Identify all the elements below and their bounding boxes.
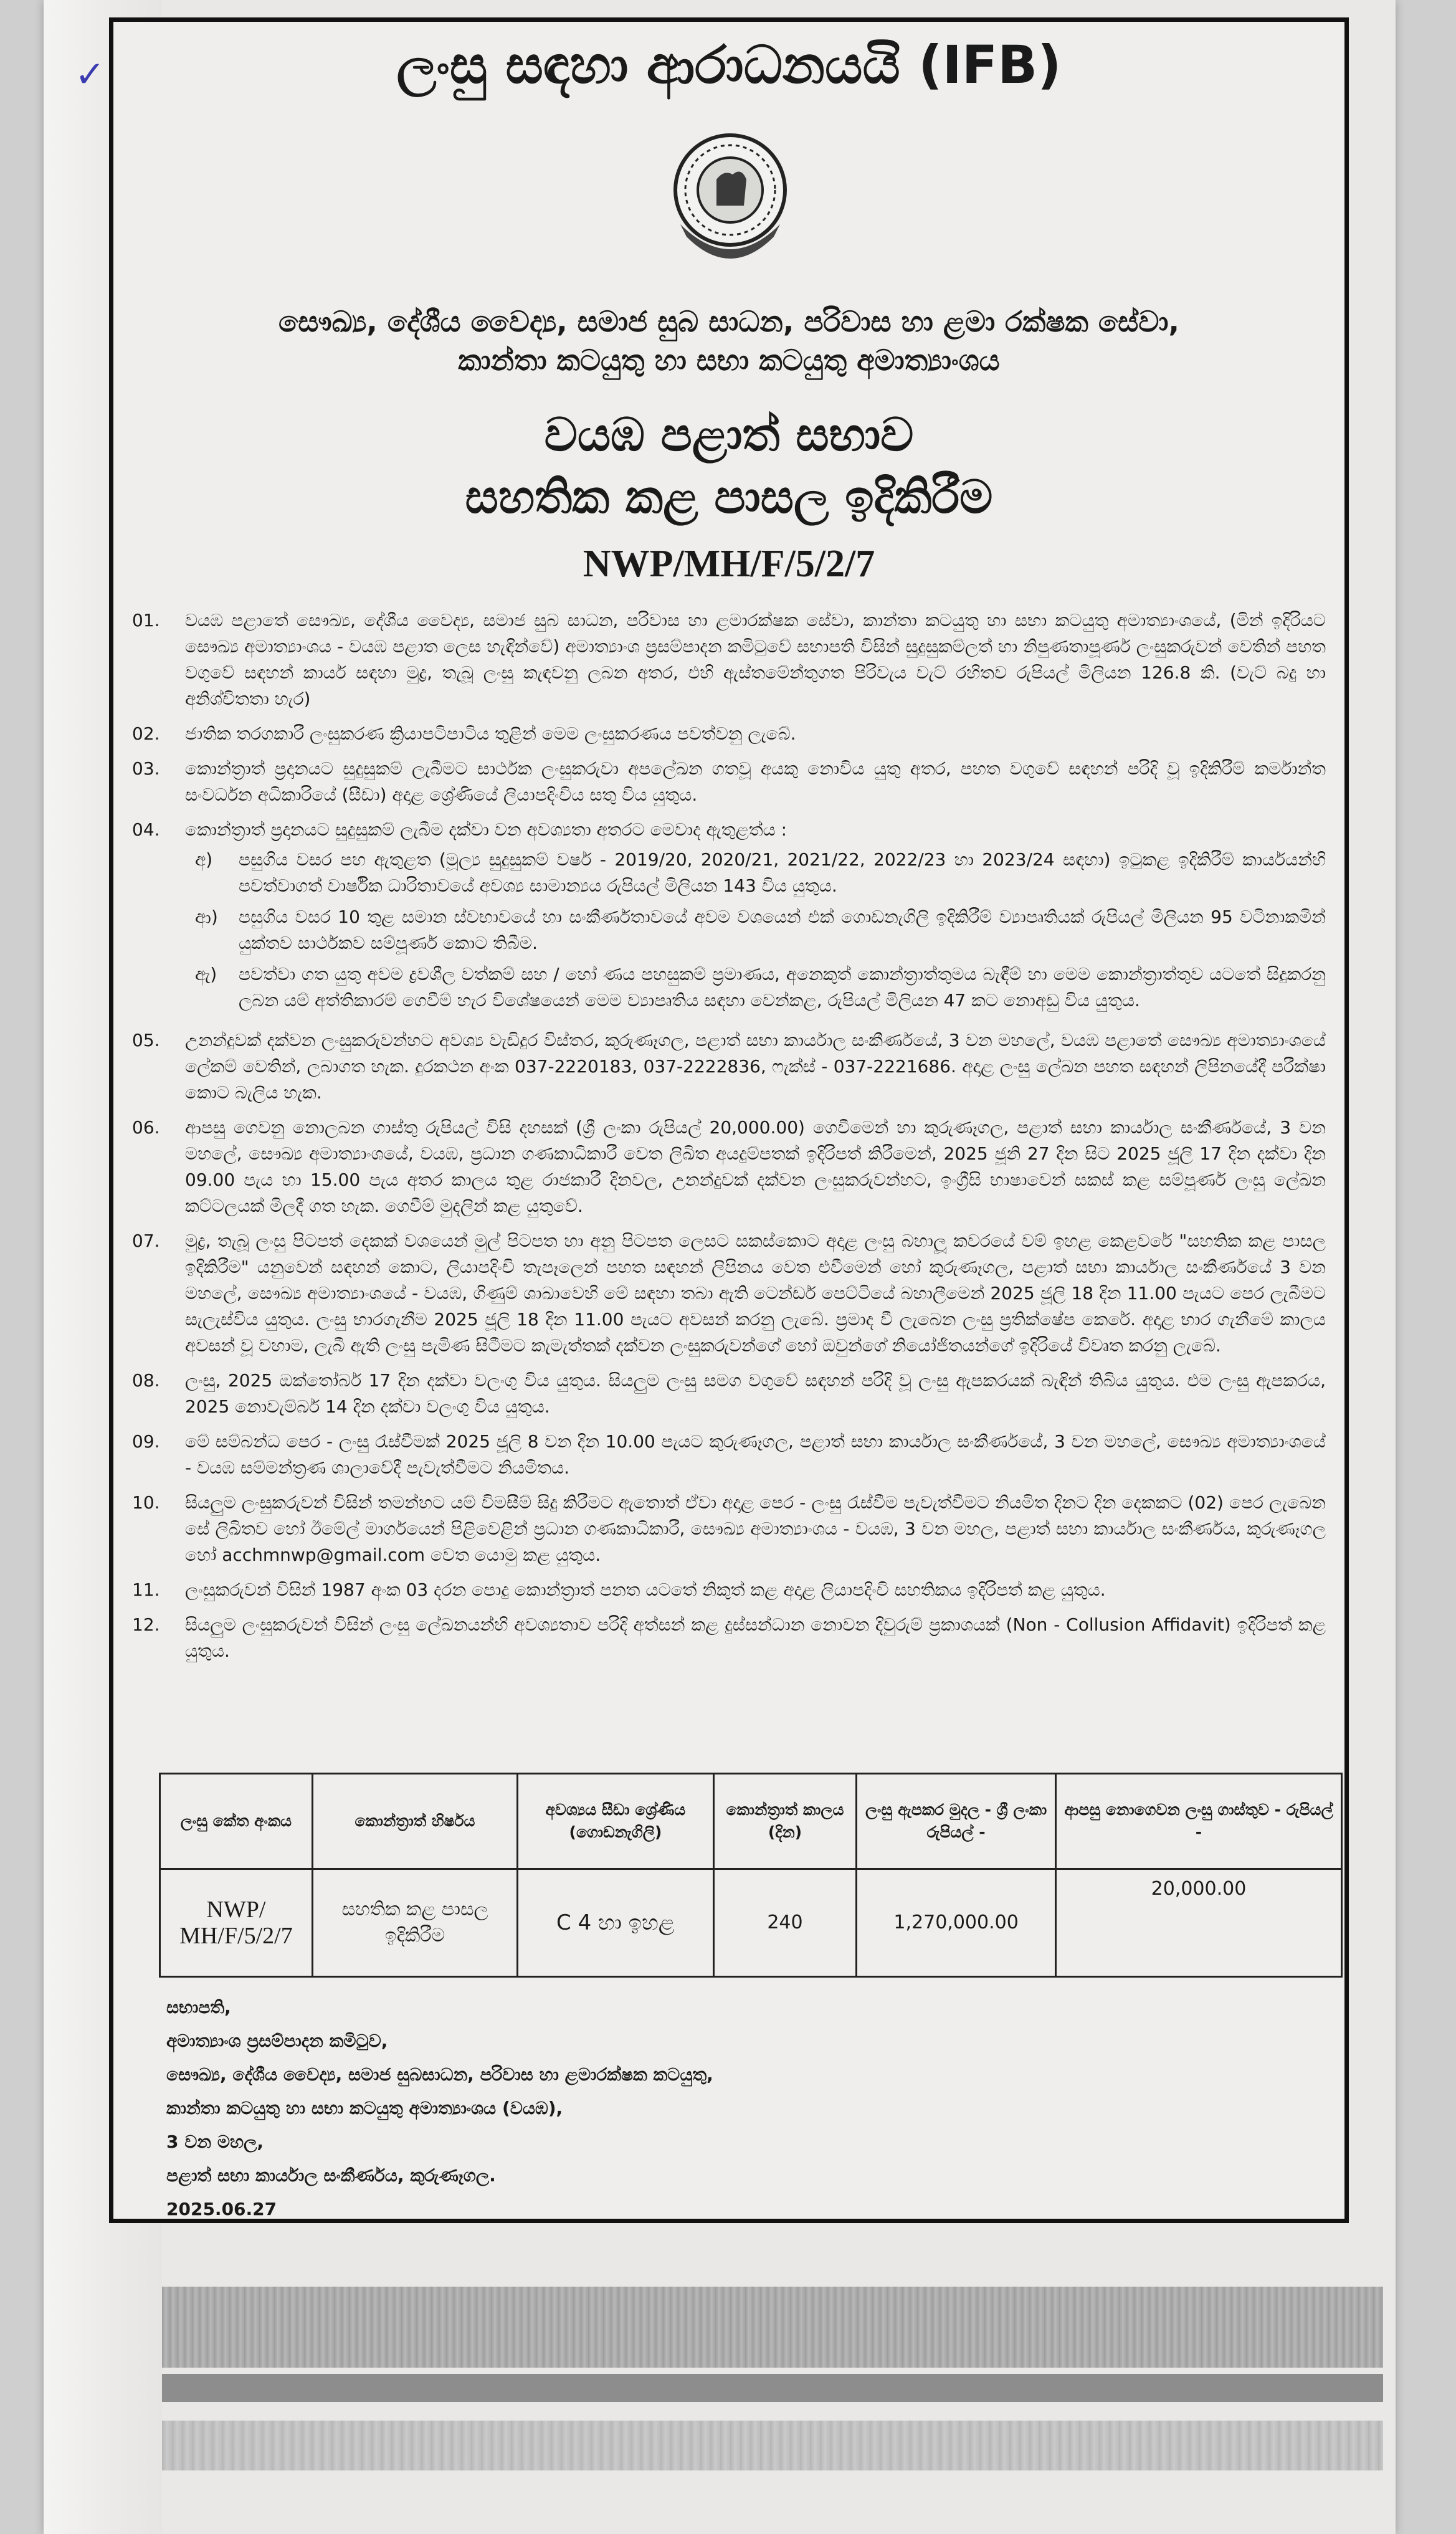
- column-header: කොන්ත්‍රාත් හිර්ෂය: [312, 1774, 517, 1869]
- column-header: ලංසු කේත අංකය: [160, 1774, 313, 1869]
- clause-text: ලංසුකරුවන් විසින් 1987 අංක 03 දරන පොදු කොන්ත්‍රාත් පනත යටතේ නිකුත් කළ අදාළ ලියාපදිංචි සහතිකය ඉදිරිපත් කළ යුතුය.: [185, 1579, 1106, 1600]
- signature-date: 2025.06.27: [166, 2199, 277, 2219]
- clause-12: [132, 1612, 1326, 1664]
- clause-03: [132, 756, 1326, 808]
- clause-number: 12.: [132, 1614, 160, 1635]
- council-name: වයඹ පළාත් සභාව: [544, 408, 914, 462]
- clause-number: 02.: [132, 723, 160, 744]
- clause-number: 09.: [132, 1431, 160, 1452]
- signature-block: [166, 1991, 713, 2226]
- clause-05: [132, 1027, 1326, 1106]
- clause-text: මේ සම්බන්ධ පෙර - ලංසු රැස්වීමක් 2025 ජූලි 8 වන දින 10.00 පැයට කුරුණෑගල, පළාත් සභා කාර්යාල සංකීර්ණයේ, 3 වන මහලේ, සෞඛ්‍ය අමාත්‍යාංශයේ - වයඹ සම්මන්ත්‍රණ ශාලාවේදී පැවැත්වීමට නියමිතය.: [185, 1431, 1326, 1478]
- clause-06: [132, 1115, 1326, 1219]
- signature-line: කාන්තා කටයුතු හා සභා කටයුතු අමාත්‍යාංශය (වයඹ),: [166, 2098, 563, 2118]
- clause-number: 06.: [132, 1117, 160, 1138]
- subclause-ae: [185, 961, 1326, 1014]
- clause-text: ලංසු, 2025 ඔක්තෝබර් 17 දින දක්වා වලංගු විය යුතුය. සියලුම ලංසු සමග වගුවේ සඳහන් පරිදි වූ ලංසු ඇපකරයක් බැඳින් තිබිය යුතුය. එම ලංසු ඇපකරය, 2025 නොවැම්බර් 14 දින දක්වා වලංගු විය යුතුය.: [185, 1370, 1326, 1417]
- clause-body: [185, 817, 1326, 1019]
- signature-line: පළාත් සභා කාර්යාල සංකීර්ණය, කුරුණෑගල.: [166, 2165, 496, 2186]
- clause-08: [132, 1368, 1326, 1420]
- clause-text: ආපසු ගෙවනු නොලබන ගාස්තු රුපියල් විසි දහසක් (ශ්‍රී ලංකා රුපියල් 20,000.00) ගෙවීමෙන් හා කුරුණෑගල, පළාත් සභා කාර්යාල සංකීර්ණයේ, 3 වන මහලේ, සෞඛ්‍ය අමාත්‍යාංශයේ, වයඹ, ප්‍රධාන ගණකාධිකාරී වෙත ලිඛිත අයදුම්පතක් ඉදිරිපත් කිරීමෙන්, 2025 ජූනි 27 දින සිට 2025 ජූලි 17 දින දක්වා දින 09.00 පැය හා 15.00 පැය අතර කාලය තුළ රාජකාරී දිනවල, උනන්දුවක් දක්වන ලංසුකරුවන්හට, ඉංග්‍රීසි භාෂාවෙන් සකස් කළ සම්පූර්ණ ලංසු ලේඛන කට්ටලයක් මිලදී ගත හැක. ගෙවීම් මුදලින් කළ යුතුවේ.: [185, 1117, 1326, 1216]
- ministry-line-1: සෞඛ්‍ය, දේශීය වෛද්‍ය, සමාජ සුබ සාධන, පරිවාස හා ළමා රක්ෂක සේවා,: [278, 305, 1179, 338]
- clause-text: කොන්ත්‍රාත් ප්‍රදානයට සුදුසුකම් ලැබීමට සාර්ථක ලංසුකරුවා අපලේඛන ගතවූ අයකු නොවිය යුතු අතර, පහත වගුවේ සඳහන් පරිදි වූ ඉදිකිරීම් කර්මාන්ත සංවර්ධන අධිකාරියේ (සීඩා) අදාළ ශ්‍රේණියේ ලියාපදිංචිය සතු විය යුතුය.: [185, 758, 1326, 805]
- subclause-text: පසුගිය වසර 10 තුළ සමාන ස්වභාවයේ හා සංකීර්ණතාවයේ අවම වශයෙන් එක් ගොඩනැගිලි ඉදිකිරීම් ව්‍යාපෘතියක් රුපියල් මිලියන 95 වටිනාකමින් යුක්තව සාර්ථකව සම්පූර්ණ කොට තිබීම.: [239, 907, 1326, 953]
- clause-number: 11.: [132, 1579, 160, 1600]
- clause-text: සියලුම ලංසුකරුවන් විසින් තමන්හට යම් විමසීම් සිදු කිරීමට ඇතොත් ඒවා අදාළ පෙර - ලංසු රැස්වීම පැවැත්වීමට නියමිත දිනට දින දෙකකට (02) පෙර ලැබෙන සේ ලිඛිතව හෝ ඊමේල් මාර්ගයෙන් පිළිවෙළින් ප්‍රධාන ගණකාධිකාරී, සෞඛ්‍ය අමාත්‍යාංශය - වයඹ, 3 වන මහල, පළාත් සභා කාර්යාල සංකීර්ණය, කුරුණෑගල හෝ acchmnwp@gmail.com වෙත යොමු කළ යුතුය.: [185, 1492, 1326, 1565]
- clause-04: [132, 817, 1326, 1019]
- check-mark: ✓: [75, 53, 105, 95]
- clauses-list: [132, 607, 1326, 1673]
- clause-text: සියලුම ලංසුකරුවන් විසින් ලංසු ලේඛනයන්හි අවශ්‍යතාව පරිදි අත්සන් කළ දුස්සන්ධාන නොවන දිවුරුම් ප්‍රකාශයක් (Non - Collusion Affidavit) ඉදිරිපත් කළ යුතුය.: [185, 1614, 1326, 1661]
- clause-text: මුද්‍ර, තැබූ ලංසු පිටපත් දෙකක් වශයෙන් මුල් පිටපත හා අනු පිටපත ලෙසට සකස්කොට අදාළ ලංසු බහාලූ කවරයේ වම් ඉහළ කෙළවරේ "සහතික කළ පාසල ඉදිකිරීම" යනුවෙන් සඳහන් කොට, ලියාපදිංචි තැපෑලෙන් පහත සඳහන් ලිපිනය වෙත එවීමෙන් හෝ කුරුණෑගල, පළාත් සභා කාර්යාල සංකීර්ණයේ 3 වන මහලේ, සෞඛ්‍ය අමාත්‍යාංශයේ - වයඹ, ගිණුම් ශාඛාවෙහි මේ සඳහා තබා ඇති ටෙන්ඩර් පෙට්ටියේ බහාලීමෙන් 2025 ජූලි 18 දින 11.00 පැයට පෙර ලැබීමට සැලැස්විය යුතුය. ලංසු භාරගැනීම 2025 ජූලි 18 දින 11.00 පැයට අවසන් කරනු ලැබේ. ප්‍රමාද වී ලැබෙන ලංසු ප්‍රතික්ෂේප කෙරේ. අදාළ භාර ගැනීමේ කාලය අවසන් වූ වහාම, ලැබී ඇති ලංසු පැමිණ සිටීමට කැමැත්තක් දක්වන ලංසුකරුවන්ගේ හෝ ඔවුන්ගේ නියෝජිතයන්ගේ ඉදිරියේ විවෘත කරනු ලැබේ.: [185, 1231, 1326, 1356]
- table-cell: 20,000.00: [1055, 1869, 1341, 1977]
- signature-line: සෞඛ්‍ය, දේශීය වෛද්‍ය, සමාජ සුබසාධන, පරිවාස හා ළමාරක්ෂක කටයුතු,: [166, 2064, 713, 2085]
- signature-line: සභාපති,: [166, 1997, 231, 2017]
- clause-01: [132, 607, 1326, 712]
- subclause-text: පවත්වා ගත යුතු අවම ද්‍රවශීල වත්කම් සහ / හෝ ණය පහසුකම් ප්‍රමාණය, අනෙකුත් කොන්ත්‍රාත්තුමය බැඳීම් හා මෙම කොන්ත්‍රාත්තුව යටතේ සිදුකරනු ලබන යම් අත්තිකාරම් ගෙවීම් හැර විශේෂයෙන් මෙම ව්‍යාපෘතිය සඳහා වෙන්කළ, රුපියල් මිලියන 47 කට නොඅඩු විය යුතුය.: [239, 964, 1326, 1011]
- clause-number: 10.: [132, 1492, 160, 1513]
- ad-title: ලංසු සඳහා ආරාධනයයි (IFB): [396, 34, 1062, 95]
- signature-line: අමාත්‍යාංශ ප්‍රසම්පාදන කමිටුව,: [166, 2031, 388, 2051]
- table-cell: 1,270,000.00: [857, 1869, 1056, 1977]
- clause-number: 01.: [132, 610, 160, 631]
- column-header: අවශ්‍යය සීඩා ශ්‍රේණිය (ගොඩනැගිලි): [518, 1774, 713, 1869]
- government-emblem-icon: [668, 131, 792, 280]
- lower-page-band: [162, 2287, 1383, 2368]
- clause-text: ජාතික තරගකාරී ලංසුකරණ ක්‍රියාපටිපාටිය තුළින් මෙම ලංසුකරණය පවත්වනු ලැබේ.: [185, 723, 796, 744]
- clause-10: [132, 1490, 1326, 1568]
- table-header-row: [160, 1774, 1342, 1869]
- clause-07: [132, 1228, 1326, 1359]
- clause-number: 08.: [132, 1370, 160, 1391]
- clause-02: [132, 721, 1326, 747]
- clause-number: 04.: [132, 819, 160, 840]
- subclause-text: පසුගිය වසර පහ ඇතුළත (මූල්‍ය සුදුසුකම් වර්ෂ - 2019/20, 2020/21, 2021/22, 2022/23 හා 2023/24 සඳහා) ඉටුකළ ඉදිකිරීම් කාර්යයන්හි පවත්වාගත් වාර්ෂික ධාරිතාවයේ අවශ්‍ය සාමාන්‍යය රුපියල් මිලියන 143 විය යුතුය.: [239, 849, 1326, 896]
- column-header: ලංසු ඇපකර මුදල - ශ්‍රී ලංකා රුපියල් -: [857, 1774, 1056, 1869]
- lower-page-rule: [162, 2374, 1383, 2402]
- clause-09: [132, 1429, 1326, 1481]
- clause-11: [132, 1577, 1326, 1603]
- subclause-number: ආ): [195, 907, 218, 927]
- lower-page-strip: [162, 2421, 1383, 2470]
- ministry-name: [113, 302, 1344, 379]
- subclause-aa: [185, 904, 1326, 956]
- clause-text: උනන්දුවක් දක්වන ලංසුකරුවන්හට අවශ්‍ය වැඩිදුර විස්තර, කුරුණෑගල, පළාත් සභා කාර්යාල සංකීර්ණයේ, 3 වන මහලේ, වයඹ පළාතේ සෞඛ්‍ය අමාත්‍යාංශයේ ලේකම් වෙතින්, ලබාගත හැක. දුරකථන අංක 037-2220183, 037-2222836, ෆැක්ස් - 037-2221686. අදාළ ලංසු ලේඛන පහත සඳහන් ලිපිනයේදී පරීක්ෂා කොට බැලිය හැක.: [185, 1030, 1326, 1103]
- table-cell: NWP/ MH/F/5/2/7: [160, 1869, 313, 1977]
- bid-details-table: [159, 1773, 1343, 1978]
- signature-line: 3 වන මහල,: [166, 2132, 264, 2152]
- clause-number: 05.: [132, 1030, 160, 1050]
- table-cell: 240: [713, 1869, 857, 1977]
- column-header: කොන්ත්‍රාත් කාලය (දින): [713, 1774, 857, 1869]
- subclause-number: අ): [195, 849, 213, 870]
- project-title: සහතික කළ පාසල ඉදිකිරීම: [465, 470, 993, 524]
- table-cell: සහතික කළ පාසල ඉදිකිරීම: [312, 1869, 517, 1977]
- clause-text: කොන්ත්‍රාත් ප්‍රදානයට සුදුසුකම් ලැබීම දක්වා වන අවශ්‍යතා අතරට මෙවාද ඇතුළත්ය :: [185, 819, 787, 840]
- table-cell: C 4 හා ඉහළ: [518, 1869, 713, 1977]
- reference-number: NWP/MH/F/5/2/7: [583, 543, 875, 585]
- column-header: ආපසු නොගෙවන ලංසු ගාස්තුව - රුපියල් -: [1055, 1774, 1341, 1869]
- clause-number: 07.: [132, 1231, 160, 1251]
- clause-text: වයඹ පළාතේ සෞඛ්‍ය, දේශීය වෛද්‍ය, සමාජ සුබ සාධන, පරිවාස හා ළමාරක්ෂක සේවා, කාන්තා කටයුතු හා සභා කටයුතු අමාත්‍යාංශයේ, (මින් ඉදිරියට සෞඛ්‍ය අමාත්‍යාංශය - වයඹ පළාත ලෙස හැඳින්වේ) අමාත්‍යාංශ ප්‍රසම්පාදන කමිටුවේ සභාපති විසින් සුදුසුකම්ලත් හා නිපුණතාපූර්ණ ලංසුකරුවන් වෙතින් පහත වගුවේ සඳහන් කාර්ය සඳහා මුද්‍ර, තැබූ ලංසු කැඳවනු ලබන අතර, එහි ඇස්තමේන්තුගත පිරිවැය වැට් රහිතව රුපියල් මිලියන 126.8 කි. (වැට් බදු හා අනිශ්චිතතා හැර): [185, 610, 1326, 709]
- clause-number: 03.: [132, 758, 160, 779]
- subclause-a: [185, 847, 1326, 899]
- ministry-line-2: කාන්තා කටයුතු හා සභා කටයුතු අමාත්‍යාංශය: [458, 343, 1000, 377]
- subclause-number: ඇ): [195, 964, 217, 984]
- table-row: [160, 1869, 1342, 1977]
- emblem-lion: [716, 172, 746, 206]
